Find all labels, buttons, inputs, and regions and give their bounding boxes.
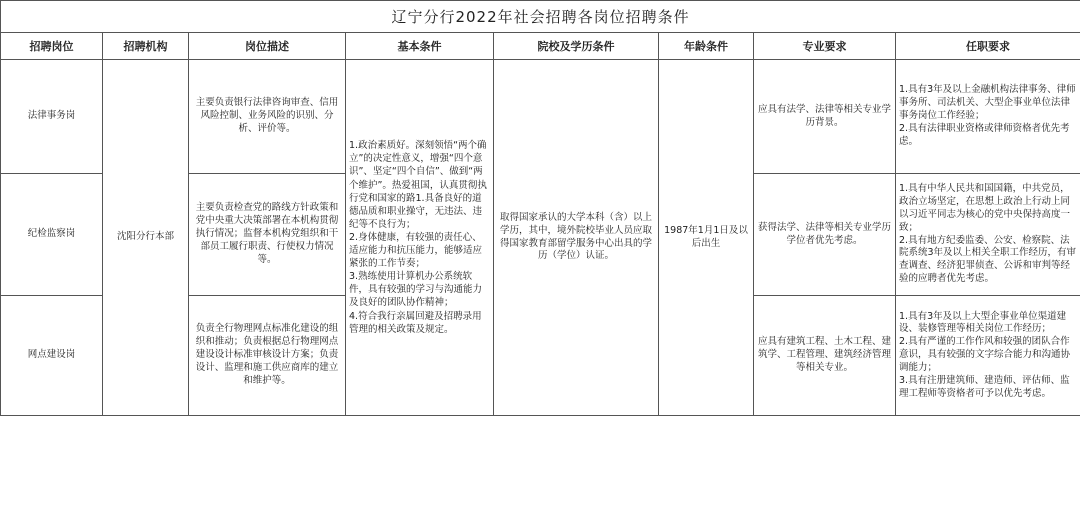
position-name: 纪检监察岗 (1, 174, 103, 296)
position-description: 主要负责银行法律咨询审查、信用风险控制、业务风险的识别、分析、评价等。 (189, 60, 346, 174)
major-requirement: 应具有法学、法律等相关专业学历背景。 (754, 60, 896, 174)
header-age: 年龄条件 (659, 33, 754, 60)
major-requirement: 应具有建筑工程、土木工程、建筑学、工程管理、建筑经济管理等相关专业。 (754, 296, 896, 416)
header-major: 专业要求 (754, 33, 896, 60)
table-title: 辽宁分行2022年社会招聘各岗位招聘条件 (1, 1, 1080, 33)
institution-cell: 沈阳分行本部 (103, 60, 189, 416)
basic-conditions-cell: 1.政治素质好。深刻领悟“两个确立”的决定性意义，增强“四个意识”、坚定“四个自信”、做到“两个维护”。热爱祖国，认真贯彻执行党和国家的路1.具备良好的道德品质和职业操守，无违法、违纪等不良行为； 2.身体健康，有较强的责任心、适应能力和抗压能力，能够适应紧张的工作节奏； 3.熟练使用计算机办公系统软件，具有较强的学习与沟通能力及良好的团队协作精神； 4.符合我行亲属回避及招聘录用管理的相关政策及规定。 (346, 60, 494, 416)
age-cell: 1987年1月1日及以后出生 (659, 60, 754, 416)
major-requirement: 获得法学、法律等相关专业学历学位者优先考虑。 (754, 174, 896, 296)
job-requirements: 1.具有3年及以上大型企事业单位渠道建设、装修管理等相关岗位工作经历； 2.具有严谨的工作作风和较强的团队合作意识，具有较强的文字综合能力和沟通协调能力； 3.具有注册建筑师、建造师、评估师、监理工程师等资格者可予以优先考虑。 (896, 296, 1080, 416)
position-name: 网点建设岗 (1, 296, 103, 416)
header-institution: 招聘机构 (103, 33, 189, 60)
header-description: 岗位描述 (189, 33, 346, 60)
table-row (1, 60, 1080, 174)
position-name: 法律事务岗 (1, 60, 103, 174)
position-description: 负责全行物理网点标准化建设的组织和推动；负责根据总行物理网点建设设计标准审核设计方案；负责设计、监理和施工供应商库的建立和维护等。 (189, 296, 346, 416)
header-position: 招聘岗位 (1, 33, 103, 60)
education-cell: 取得国家承认的大学本科（含）以上学历，其中，境外院校毕业人员应取得国家教育部留学服务中心出具的学历（学位）认证。 (494, 60, 659, 416)
job-requirements: 1.具有3年及以上金融机构法律事务、律师事务所、司法机关、大型企事业单位法律事务岗位工作经验； 2.具有法律职业资格或律师资格者优先考虑。 (896, 60, 1080, 174)
header-row (1, 33, 1080, 60)
job-requirements: 1.具有中华人民共和国国籍，中共党员，政治立场坚定，在思想上政治上行动上同以习近平同志为核心的党中央保持高度一致； 2.具有地方纪委监委、公安、检察院、法院系统3年及以上相关全职工作经历，有审查调查、经济犯罪侦查、公诉和审判等经验的应聘者优先考虑。 (896, 174, 1080, 296)
position-description: 主要负责检查党的路线方针政策和党中央重大决策部署在本机构贯彻执行情况；监督本机构党组织和干部员工履行职责、行使权力情况等。 (189, 174, 346, 296)
header-education: 院校及学历条件 (494, 33, 659, 60)
header-basic-conditions: 基本条件 (346, 33, 494, 60)
header-requirements: 任职要求 (896, 33, 1080, 60)
